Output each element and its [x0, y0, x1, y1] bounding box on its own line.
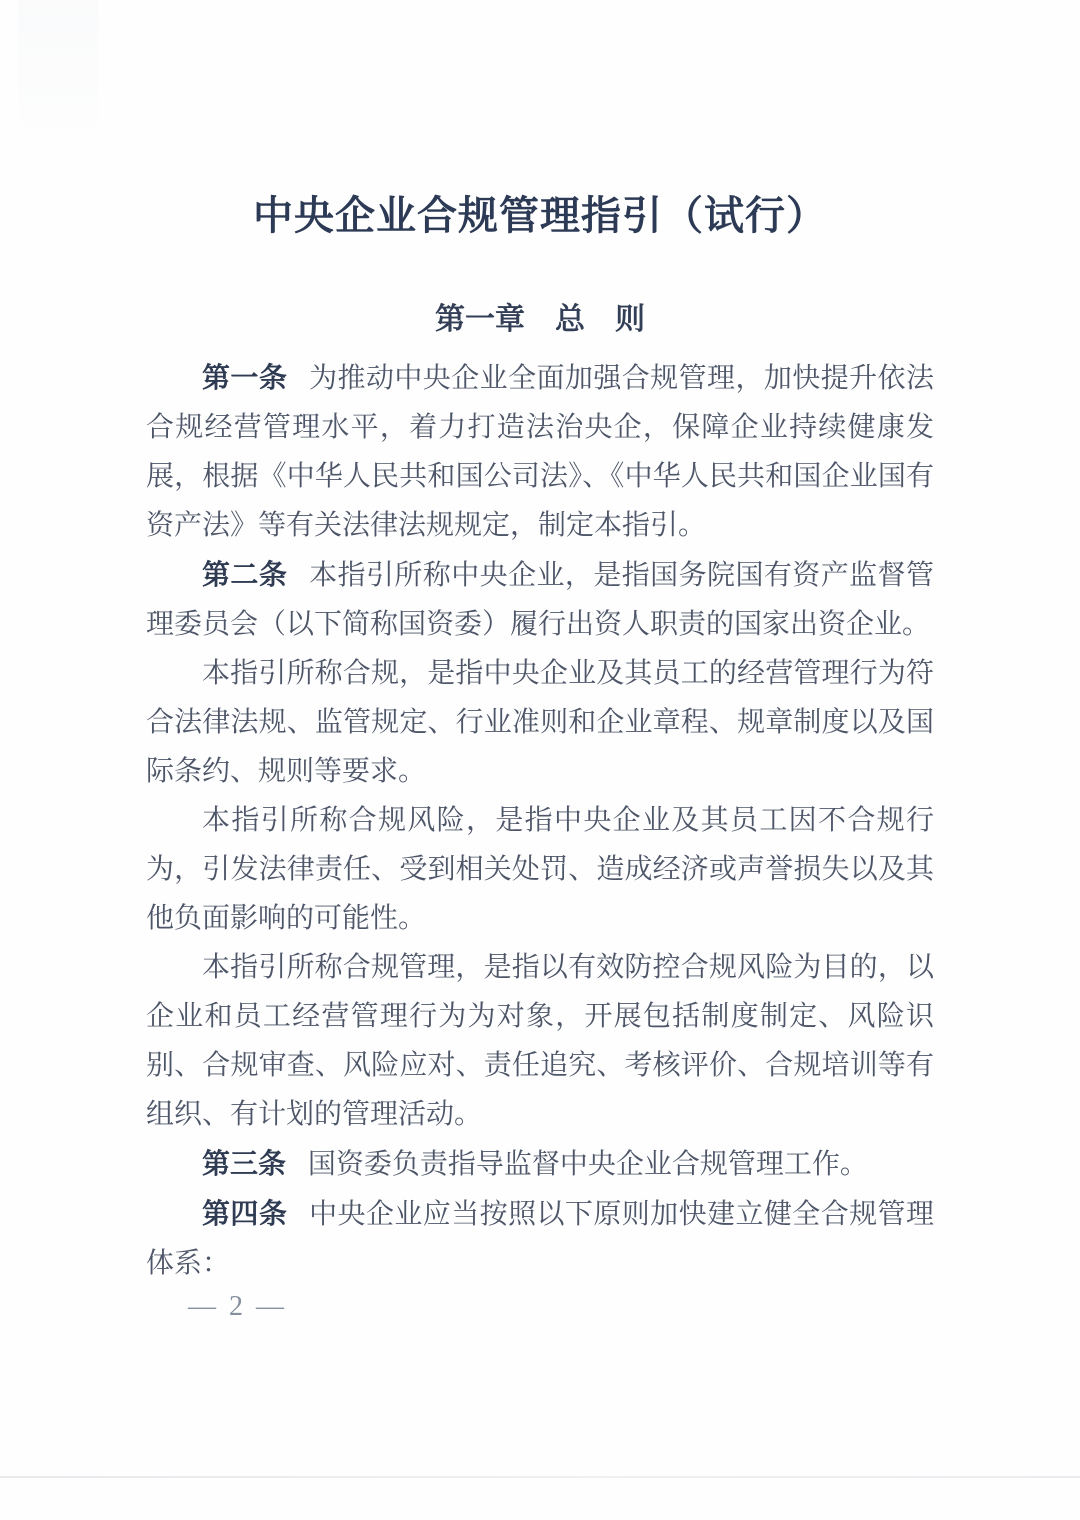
chapter-heading: 第一章 总 则: [435, 303, 645, 336]
document-title: 中央企业合规管理指引（试行）: [253, 193, 827, 238]
article-4-paragraph: [146, 1189, 934, 1288]
paragraph-text: 本指引所称合规管理，是指以有效防控合规风险为目的，以企业和员工经营管理行为为对象，开展包括制度制定、风险识别、合规审查、风险应对、责任追究、考核评价、合规培训等有组织、有计划的管理活动。: [146, 952, 934, 1130]
document-body: [146, 353, 934, 1288]
article-2-definition-compliance-risk: [146, 796, 934, 943]
article-1-text: 为推动中央企业全面加强合规管理，加快提升依法合规经营管理水平，着力打造法治央企，保障企业持续健康发展，根据《中华人民共和国公司法》、《中华人民共和国企业国有资产法》等有关法律法规规定，制定本指引。: [146, 363, 934, 541]
article-3-text: 国资委负责指导监督中央企业合规管理工作。: [307, 1149, 868, 1180]
article-2-definition-compliance: [146, 649, 934, 796]
article-2-number: 第二条: [202, 559, 288, 590]
article-2-text: 本指引所称中央企业，是指国务院国有资产监督管理委员会（以下简称国资委）履行出资人职责的国家出资企业。: [146, 560, 934, 640]
page-number: — 2 —: [188, 1291, 287, 1322]
scan-smudge-artifact: [18, 0, 98, 150]
article-3-number: 第三条: [202, 1148, 287, 1179]
article-1-number: 第一条: [202, 362, 288, 393]
article-3-paragraph: [146, 1139, 934, 1189]
paragraph-text: 本指引所称合规风险，是指中央企业及其员工因不合规行为，引发法律责任、受到相关处罚、造成经济或声誉损失以及其他负面影响的可能性。: [146, 805, 934, 934]
article-2-paragraph: [146, 550, 934, 649]
scan-artifact-line: [0, 1476, 1080, 1478]
article-1-paragraph: [146, 353, 934, 550]
article-2-definition-compliance-management: [146, 943, 934, 1139]
article-4-number: 第四条: [202, 1198, 288, 1229]
article-4-text: 中央企业应当按照以下原则加快建立健全合规管理体系：: [146, 1199, 934, 1279]
paragraph-text: 本指引所称合规，是指中央企业及其员工的经营管理行为符合法律法规、监管规定、行业准则和企业章程、规章制度以及国际条约、规则等要求。: [146, 658, 934, 787]
